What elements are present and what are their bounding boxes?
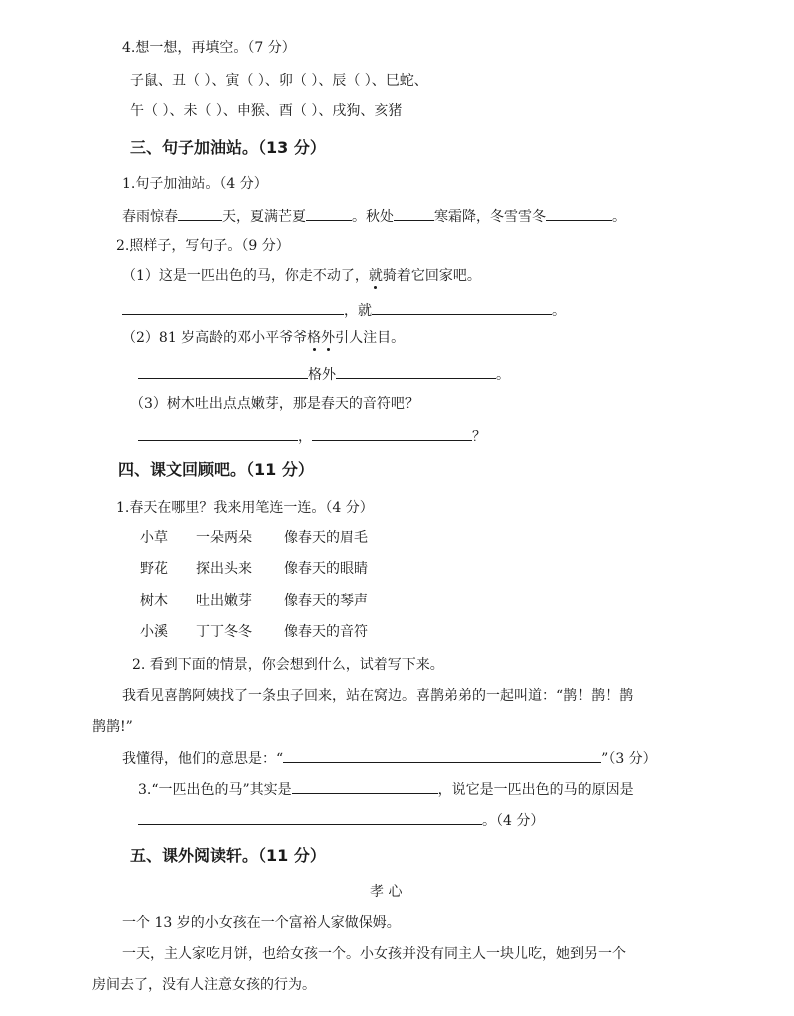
s4-q1-title: 1.春天在哪里？我来用笔连一连。（4 分） bbox=[116, 500, 374, 516]
s3-q2-example3: （3）树木吐出点点嫩芽，那是春天的音符吧？ bbox=[130, 396, 419, 412]
match-row bbox=[140, 559, 368, 579]
blank-2[interactable] bbox=[306, 206, 352, 221]
match-middle-item[interactable]: 吐出嫩芽 bbox=[196, 593, 252, 609]
s4-q2-answer: 我懂得，他们的意思是：“ ”（3 分） bbox=[122, 748, 657, 769]
answer2-blank-a[interactable] bbox=[138, 364, 308, 379]
story-paragraph: 一个 13 岁的小女孩在一个富裕人家做保姆。 bbox=[122, 915, 401, 931]
section3-heading: 三、句子加油站。（13 分） bbox=[130, 138, 326, 157]
s3-q2-title: 2.照样子，写句子。（9 分） bbox=[116, 238, 290, 254]
match-left-item[interactable]: 小草 bbox=[140, 530, 168, 546]
s4-q3-line2: 。（4 分） bbox=[138, 810, 544, 831]
answer2-blank-b[interactable] bbox=[336, 364, 496, 379]
s4-q2-title: 2. 看到下面的情景，你会想到什么，试着写下来。 bbox=[132, 657, 444, 673]
s3-q2-example2: （2）81 岁高龄的邓小平爷爷格外引人注目。 bbox=[122, 330, 406, 346]
s3-q1-title: 1.句子加油站。（4 分） bbox=[122, 176, 268, 192]
emphasis-dot-ge: 格 bbox=[307, 330, 322, 346]
blank-3[interactable] bbox=[394, 206, 434, 221]
answer3-blank-a[interactable] bbox=[138, 426, 298, 441]
q4-title: 4.想一想，再填空。（7 分） bbox=[122, 40, 296, 56]
blank-4[interactable] bbox=[546, 206, 612, 221]
story-title: 孝 心 bbox=[370, 884, 403, 900]
match-right-item[interactable]: 像春天的音符 bbox=[284, 624, 368, 640]
s4-q3-line1: 3.“一匹出色的马”其实是 ，说它是一匹出色的马的原因是 bbox=[138, 779, 634, 800]
s4-q2-paragraph-line2: 鹊鹊!” bbox=[92, 719, 133, 735]
q4-line2[interactable]: 午（ ）、未（ ）、申猴、酉（ ）、戌狗、亥猪 bbox=[130, 103, 403, 119]
s3-q2-example1: （1）这是一匹出色的马，你走不动了，就骑着它回家吧。 bbox=[122, 268, 481, 284]
s3-q2-answer1: ，就 。 bbox=[122, 300, 566, 321]
match-middle-item[interactable]: 探出头来 bbox=[196, 561, 252, 577]
match-row bbox=[140, 591, 368, 611]
s3-q1-fill: 春雨惊春 天，夏满芒夏 。秋处 寒霜降，冬雪雪冬 。 bbox=[122, 206, 626, 227]
answer1-blank-a[interactable] bbox=[122, 300, 344, 315]
s4-q2-paragraph-line1: 我看见喜鹊阿姨找了一条虫子回来，站在窝边。喜鹊弟弟的一起叫道：“鹊！鹊！鹊 bbox=[122, 688, 634, 704]
q3-blank-a[interactable] bbox=[292, 779, 438, 794]
answer3-blank-b[interactable] bbox=[312, 426, 472, 441]
emphasis-dot-wai: 外 bbox=[321, 330, 336, 346]
match-middle-item[interactable]: 丁丁冬冬 bbox=[196, 624, 252, 640]
q3-blank-b[interactable] bbox=[138, 810, 482, 825]
blank-1[interactable] bbox=[178, 206, 222, 221]
section5-heading: 五、课外阅读轩。（11 分） bbox=[130, 846, 326, 865]
s3-q2-answer2: 格外 。 bbox=[138, 364, 510, 385]
answer1-blank-b[interactable] bbox=[372, 300, 552, 315]
match-right-item[interactable]: 像春天的眼睛 bbox=[284, 561, 368, 577]
match-right-item[interactable]: 像春天的眉毛 bbox=[284, 530, 368, 546]
meaning-blank[interactable] bbox=[283, 748, 601, 763]
section4-heading: 四、课文回顾吧。（11 分） bbox=[118, 460, 314, 479]
match-right-item[interactable]: 像春天的琴声 bbox=[284, 593, 368, 609]
match-row bbox=[140, 622, 368, 642]
match-row bbox=[140, 528, 368, 548]
story-paragraph: 一天，主人家吃月饼，也给女孩一个。小女孩并没有同主人一块儿吃，她到另一个 bbox=[122, 946, 626, 962]
s3-q2-answer3: ， ？ bbox=[138, 426, 486, 447]
match-left-item[interactable]: 野花 bbox=[140, 561, 168, 577]
match-middle-item[interactable]: 一朵两朵 bbox=[196, 530, 252, 546]
story-paragraph: 房间去了，没有人注意女孩的行为。 bbox=[92, 977, 316, 993]
match-left-item[interactable]: 树木 bbox=[140, 593, 168, 609]
match-left-item[interactable]: 小溪 bbox=[140, 624, 168, 640]
q4-line1[interactable]: 子鼠、丑（ ）、寅（ ）、卯（ ）、辰（ ）、巳蛇、 bbox=[130, 73, 428, 89]
emphasis-dot-jiu: 就 bbox=[368, 268, 383, 284]
